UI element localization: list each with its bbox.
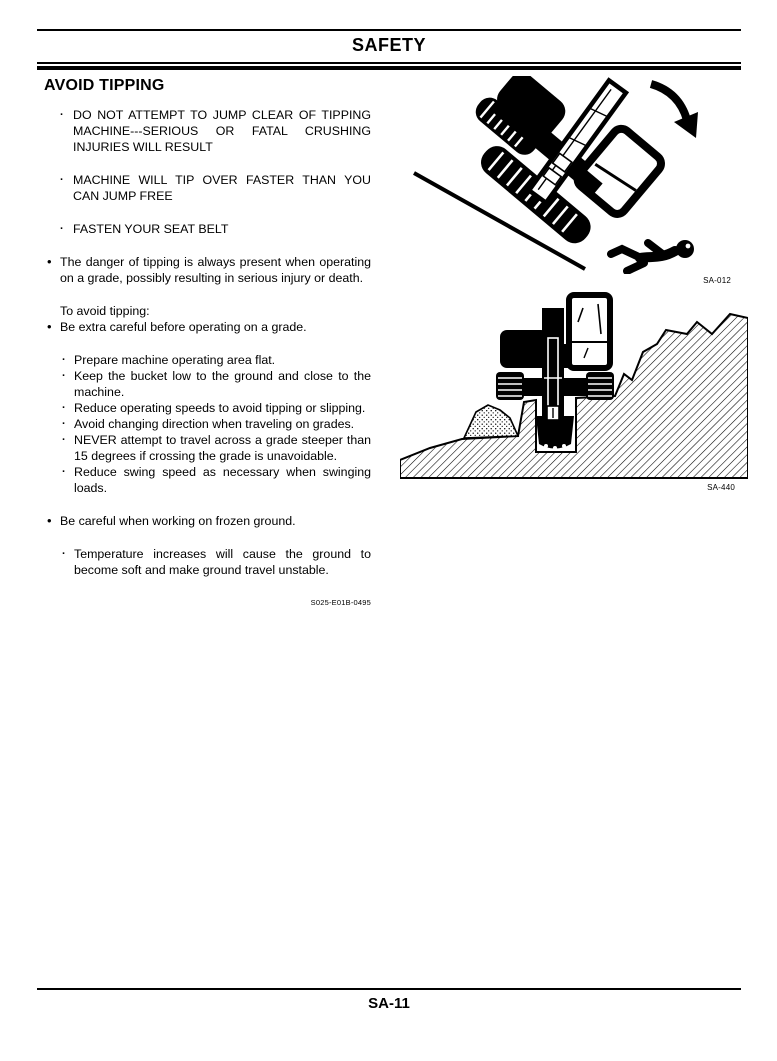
sub-bullet-icon: · bbox=[62, 402, 66, 414]
frozen-tips-list bbox=[44, 546, 371, 578]
main-bullet-icon: • bbox=[47, 513, 52, 528]
paragraph-danger bbox=[44, 254, 371, 286]
excavator-tipping-downhill-illustration bbox=[413, 76, 745, 274]
warning-item bbox=[60, 221, 371, 237]
sub-bullet-icon: · bbox=[62, 354, 66, 366]
tip-text: NEVER attempt to travel across a grade steeper than 15 degrees if crossing the grade is unavoidable. bbox=[74, 433, 371, 463]
warning-item bbox=[60, 172, 371, 204]
header-double-rule bbox=[37, 62, 741, 70]
section-title: AVOID TIPPING bbox=[44, 77, 165, 94]
paragraph-grade-care bbox=[44, 319, 371, 335]
paragraph-text: The danger of tipping is always present when operating on a grade, possibly resulting in serious injury or death. bbox=[60, 255, 371, 285]
grade-tips-list bbox=[44, 352, 371, 496]
tip-item bbox=[62, 464, 371, 496]
warning-text: DO NOT ATTEMPT TO JUMP CLEAR OF TIPPING MACHINE---SERIOUS OR FATAL CRUSHING INJURIES WILL RESULT bbox=[73, 108, 371, 154]
sub-bullet-icon: · bbox=[62, 466, 66, 478]
paragraph-text: Be extra careful before operating on a grade. bbox=[60, 320, 307, 334]
main-bullet-icon: • bbox=[47, 254, 52, 269]
header-top-rule bbox=[37, 29, 741, 31]
tip-text: Reduce swing speed as necessary when swinging loads. bbox=[74, 465, 371, 495]
excavator-digging-on-slope-illustration bbox=[400, 288, 748, 480]
footer-rule bbox=[37, 988, 741, 990]
sub-bullet-icon: · bbox=[62, 370, 66, 382]
tip-item bbox=[62, 432, 371, 464]
page-number: SA-11 bbox=[368, 995, 410, 1012]
sub-bullet-icon: · bbox=[60, 174, 64, 186]
double-rule-thin-line bbox=[37, 62, 741, 64]
tip-text: Keep the bucket low to the ground and close to the machine. bbox=[74, 369, 371, 399]
tip-item bbox=[62, 352, 371, 368]
sub-bullet-icon: · bbox=[62, 418, 66, 430]
sub-bullet-icon: · bbox=[62, 434, 66, 446]
document-code: S025-E01B-0495 bbox=[310, 598, 371, 607]
paragraph-avoid-intro: To avoid tipping: bbox=[60, 304, 150, 318]
figure-digging bbox=[400, 288, 748, 492]
tip-text: Avoid changing direction when traveling on grades. bbox=[74, 417, 355, 431]
sub-bullet-icon: · bbox=[62, 548, 66, 560]
tip-text: Reduce operating speeds to avoid tipping or slipping. bbox=[74, 401, 366, 415]
warning-text: FASTEN YOUR SEAT BELT bbox=[73, 222, 229, 236]
page-title: SAFETY bbox=[351, 35, 426, 55]
tip-item bbox=[62, 546, 371, 578]
sub-bullet-icon: · bbox=[60, 109, 64, 121]
body-text-column bbox=[44, 107, 371, 611]
tip-text: Temperature increases will cause the ground to become soft and make ground travel unstable. bbox=[74, 547, 371, 577]
figure-label: SA-440 bbox=[707, 483, 735, 492]
tip-item bbox=[62, 416, 371, 432]
paragraph-text: Be careful when working on frozen ground. bbox=[60, 514, 296, 528]
double-rule-thick-line bbox=[37, 66, 741, 70]
tip-item bbox=[62, 400, 371, 416]
paragraph-frozen bbox=[44, 513, 371, 529]
figure-label: SA-012 bbox=[703, 276, 731, 285]
warning-text: MACHINE WILL TIP OVER FASTER THAN YOU CAN JUMP FREE bbox=[73, 173, 371, 203]
figure-tipping bbox=[413, 76, 745, 285]
sub-bullet-icon: · bbox=[60, 223, 64, 235]
tip-item bbox=[62, 368, 371, 400]
main-bullet-icon: • bbox=[47, 319, 52, 334]
warning-item bbox=[60, 107, 371, 155]
tip-text: Prepare machine operating area flat. bbox=[74, 353, 276, 367]
